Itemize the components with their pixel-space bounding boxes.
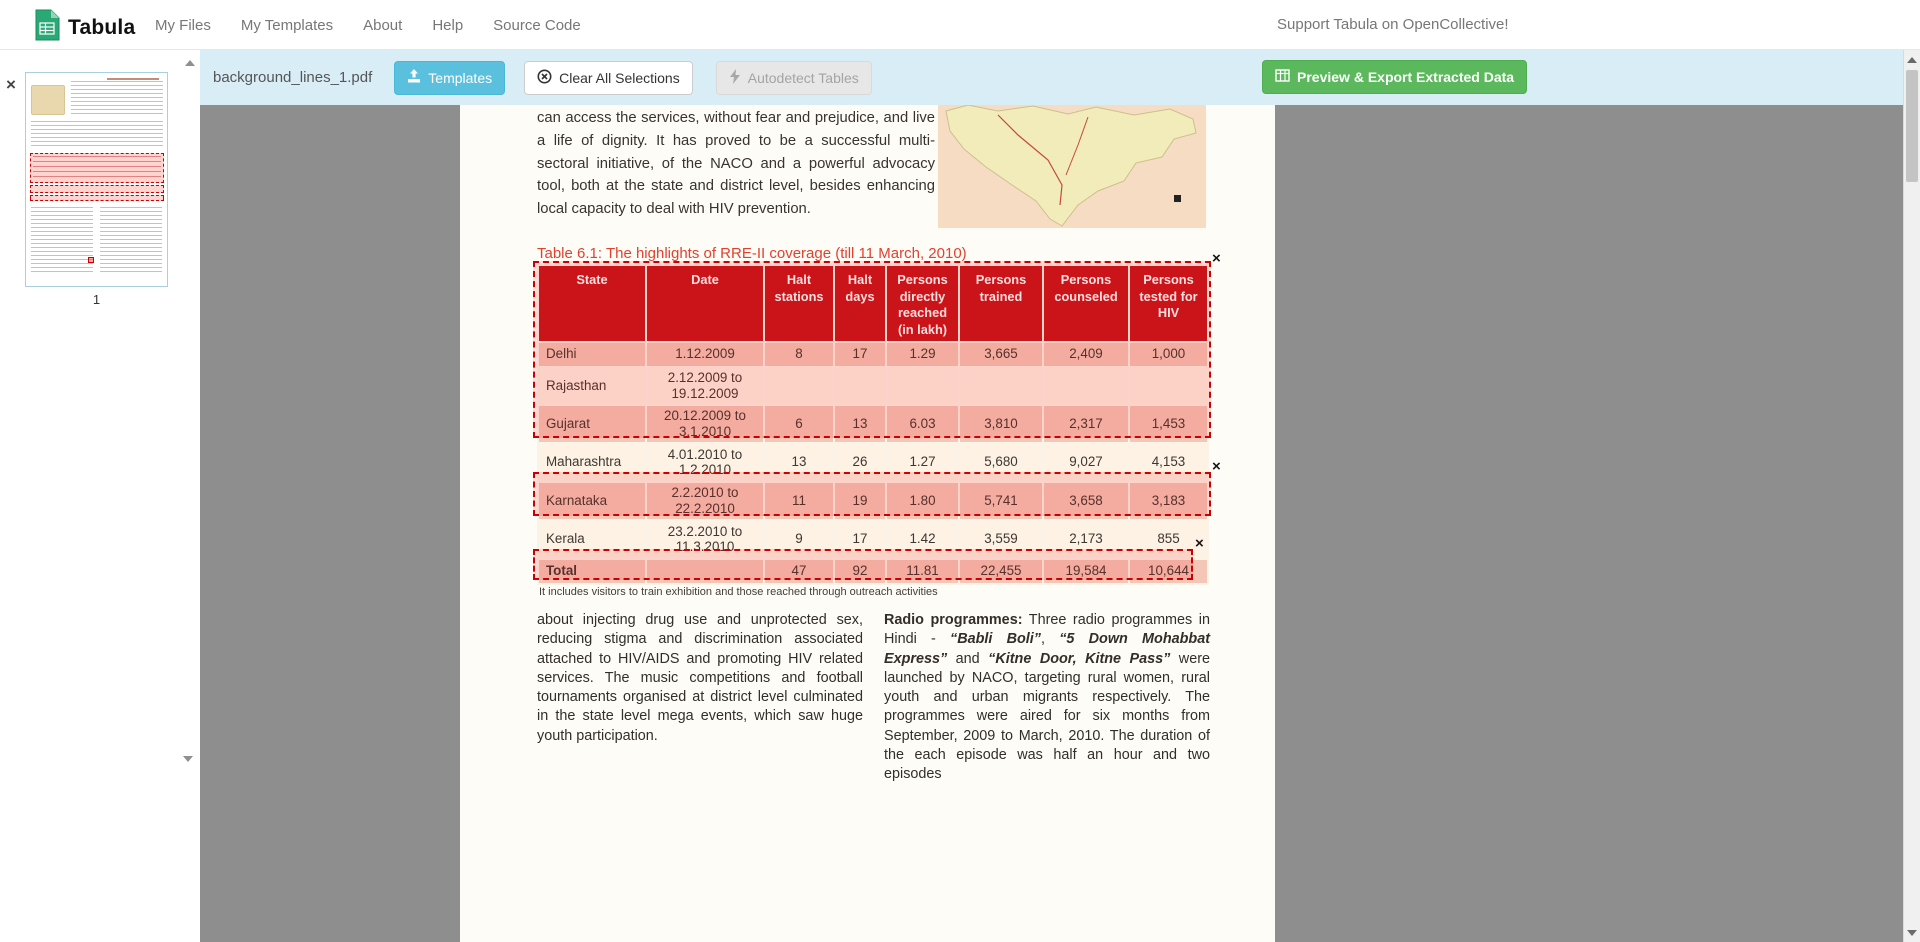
autodetect-tables-button[interactable]: Autodetect Tables bbox=[716, 61, 872, 95]
table-grid-icon bbox=[1275, 69, 1290, 85]
selection-1-close-button[interactable]: × bbox=[1212, 250, 1221, 267]
nav-item-help[interactable]: Help bbox=[432, 16, 464, 34]
table-row-maharashtra: Maharashtra 4.01.2010 to 1.2.2010 13 26 1.27 5,680 9,027 4,153 bbox=[538, 443, 1208, 482]
page-number-label: 1 bbox=[92, 292, 101, 307]
header-persons-tested: Persons tested for HIV bbox=[1129, 265, 1208, 342]
nav-item-my-files[interactable]: My Files bbox=[155, 16, 211, 34]
page-thumbnail-sidebar bbox=[0, 50, 200, 942]
table-caption: Table 6.1: The highlights of RRE-II coverage (till 11 March, 2010) bbox=[537, 245, 967, 262]
thumbnail-selection bbox=[30, 185, 164, 193]
table-row-karnataka: Karnataka 2.2.2010 to 22.2.2010 11 19 1.80 5,741 3,658 3,183 bbox=[538, 482, 1208, 520]
clear-all-selections-button[interactable]: Clear All Selections bbox=[524, 61, 693, 95]
thumbnail-text-lines bbox=[71, 81, 163, 117]
thumbnail-small-selection bbox=[88, 257, 94, 263]
table-selection-2[interactable] bbox=[533, 472, 1211, 516]
thumbnail-title-line bbox=[107, 78, 159, 80]
selection-2-close-button[interactable]: × bbox=[1212, 458, 1221, 475]
table-selection-3[interactable] bbox=[533, 549, 1193, 580]
support-link[interactable]: Support Tabula on OpenCollective! bbox=[1277, 16, 1509, 33]
scrollbar-up-icon[interactable] bbox=[1907, 57, 1917, 63]
table-row-total: Total 47 92 11.81 22,455 19,584 10,644 bbox=[538, 559, 1208, 584]
table-row-delhi: Delhi 1.12.2009 8 17 1.29 3,665 2,409 1,000 bbox=[538, 342, 1208, 367]
table-row-rajasthan: Rajasthan 2.12.2009 to 19.12.2009 bbox=[538, 367, 1208, 405]
nav-menu bbox=[155, 0, 581, 50]
brand-link[interactable] bbox=[34, 9, 135, 46]
sidebar-close-icon[interactable]: × bbox=[6, 75, 16, 94]
thumbnail-selection bbox=[30, 153, 164, 183]
sidebar-scroll-down-icon[interactable] bbox=[183, 756, 193, 762]
body-text-right-column: Radio programmes: Three radio programmes in Hindi - “Babli Boli”, “5 Down Mohabbat Express” and “Kitne Door, Kitne Pass” were launched by NACO, targeting rural women, rural youth and urban migrants respectively. The programmes were aired for six months from September, 2009 to March, 2010. The duration of the each episode was half an hour and two episodes bbox=[884, 612, 1210, 783]
header-date: Date bbox=[646, 265, 764, 342]
thumbnail-selection bbox=[30, 195, 164, 201]
header-persons-trained: Persons trained bbox=[959, 265, 1043, 342]
templates-button[interactable]: Templates bbox=[394, 61, 505, 95]
radio-programmes-lead: Radio programmes: bbox=[884, 612, 1023, 628]
scrollbar-thumb[interactable] bbox=[1906, 70, 1918, 182]
thumbnail-text-lines bbox=[31, 207, 93, 275]
preview-export-button[interactable]: Preview & Export Extracted Data bbox=[1262, 60, 1527, 94]
pdf-canvas[interactable] bbox=[200, 105, 1903, 942]
brand-name: Tabula bbox=[68, 15, 136, 39]
header-state: State bbox=[538, 265, 646, 342]
main-area bbox=[200, 50, 1903, 942]
table-row-kerala: Kerala 23.2.2010 to 11.3.2010 9 17 1.42 3,559 2,173 855 bbox=[538, 520, 1208, 559]
scrollbar-down-icon[interactable] bbox=[1907, 930, 1917, 936]
nav-item-about[interactable]: About bbox=[363, 16, 403, 34]
nav-item-source-code[interactable]: Source Code bbox=[493, 16, 581, 34]
tabula-logo-icon bbox=[34, 9, 60, 46]
lightning-icon bbox=[729, 69, 741, 87]
top-navbar bbox=[0, 0, 1920, 50]
header-halt-stations: Halt stations bbox=[764, 265, 834, 342]
thumbnail-text-lines bbox=[100, 207, 162, 275]
header-persons-reached: Persons directly reached (in lakh) bbox=[886, 265, 959, 342]
clear-circle-x-icon bbox=[537, 69, 552, 87]
header-halt-days: Halt days bbox=[834, 265, 886, 342]
vertical-scrollbar[interactable] bbox=[1903, 50, 1920, 942]
nav-item-my-templates[interactable]: My Templates bbox=[240, 16, 334, 34]
table-footnote: It includes visitors to train exhibition and those reached through outreach activities bbox=[539, 586, 938, 598]
page-1-thumbnail[interactable] bbox=[25, 72, 168, 287]
selection-3-close-button[interactable]: × bbox=[1195, 535, 1204, 552]
pdf-page[interactable] bbox=[460, 105, 1275, 942]
thumbnail-map bbox=[31, 85, 65, 115]
sidebar-scroll-up-icon[interactable] bbox=[185, 60, 195, 66]
open-file-name: background_lines_1.pdf bbox=[213, 69, 373, 86]
table-selection-1[interactable] bbox=[533, 261, 1211, 438]
pdf-intro-paragraph: can access the services, without fear and prejudice, and live a life of dignity. It has proved to be a successful multi-sectoral initiative, of the NACO and a powerful advocacy tool, both at the state and district level, besides enhancing local capacity to deal with HIV prevention. bbox=[537, 110, 935, 218]
india-map-image bbox=[938, 105, 1206, 228]
header-persons-counseled: Persons counseled bbox=[1043, 265, 1129, 342]
toolbar bbox=[200, 50, 1903, 105]
body-text-left-column: about injecting drug use and unprotected sex, reducing stigma and discrimination associated attached to HIV/AIDS and promoting HIV related services. The music competitions and football tournaments organised at district level culminated in the state level mega events, which saw huge youth participation. bbox=[537, 612, 863, 744]
templates-icon bbox=[407, 69, 421, 86]
table-row-gujarat: Gujarat 20.12.2009 to 3.1.2010 6 13 6.03 3,810 2,317 1,453 bbox=[538, 405, 1208, 443]
thumbnail-text-lines bbox=[31, 121, 163, 149]
